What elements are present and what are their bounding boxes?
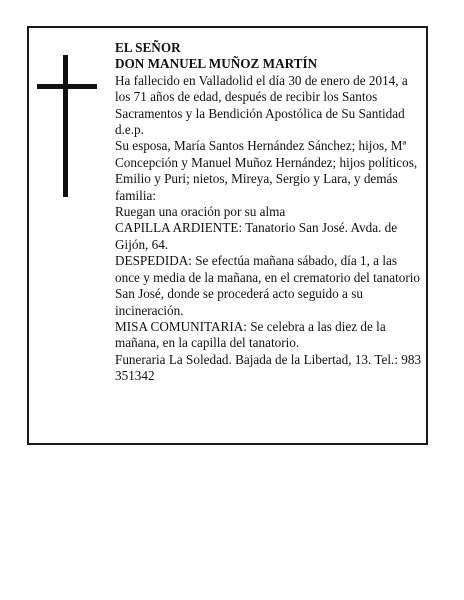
family-list: Su esposa, María Santos Hernández Sánchez; hijos, Mª Concepción y Manuel Muñoz Hernández; hijos políticos, Emilio y Puri; nietos, Mireya, Sergio y Lara, y demás familia: [115, 138, 418, 203]
deceased-name: DON MANUEL MUÑOZ MARTÍN [115, 56, 318, 72]
farewell-info: DESPEDIDA: Se efectúa mañana sábado, día 1, a las once y media de la mañana, en el crematorio del tanatorio San José, donde se procederá acto seguido a su incineración. [115, 253, 421, 318]
chapel-info: CAPILLA ARDIENTE: Tanatorio San José. Avda. de Gijón, 64. [115, 220, 398, 252]
obituary-text [115, 40, 423, 385]
mass-info: MISA COMUNITARIA: Se celebra a las diez de la mañana, en la capilla del tanatorio. [115, 318, 386, 351]
death-announcement: Ha fallecido en Valladolid el día 30 de enero de 2014, a los 71 años de edad, después de recibir los Santos Sacramentos y la Bendición Apostólica de Su Santidad d.e.p. [115, 72, 408, 138]
cross-vertical-bar [63, 55, 68, 197]
prayer-request: Ruegan una oración por su alma [115, 204, 286, 220]
deceased-title: EL SEÑOR [115, 40, 181, 55]
cross-horizontal-bar [37, 84, 97, 89]
funeral-home-info: Funeraria La Soledad. Bajada de la Libertad, 13. Tel.: 983 351342 [115, 351, 422, 384]
latin-cross-icon [37, 55, 97, 197]
